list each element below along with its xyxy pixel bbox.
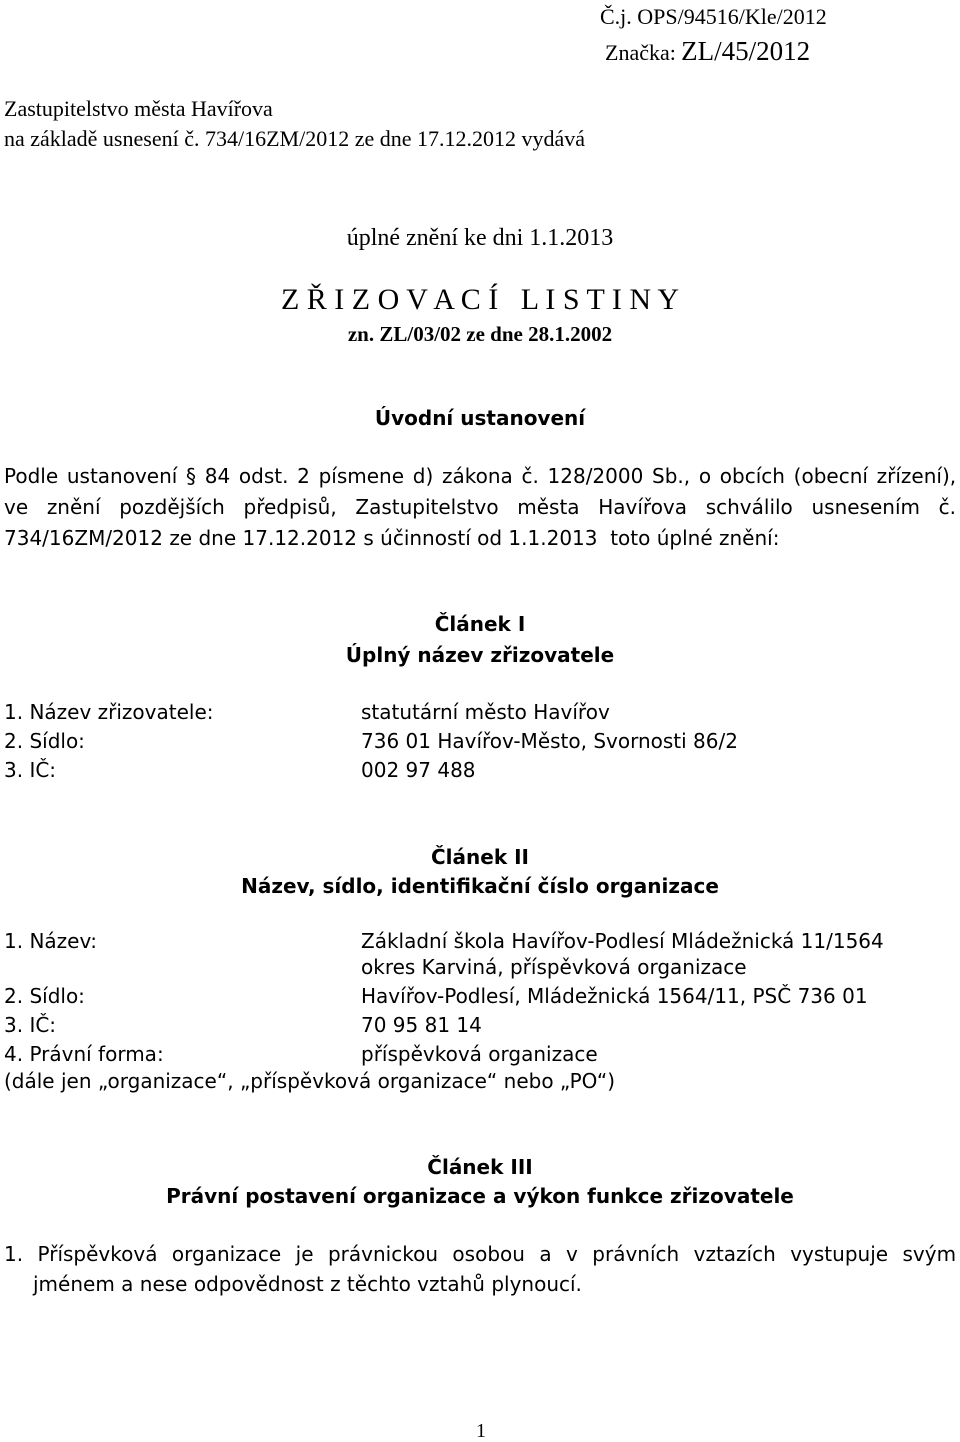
org-name-value-line-2: okres Karviná, příspěvková organizace [361, 955, 747, 979]
mark-label: Značka: [605, 40, 676, 65]
org-name-label: 1. Název: [4, 929, 97, 953]
article-2-subtitle: Název, sídlo, identifikační číslo organizace [241, 874, 719, 898]
mark-value: ZL/45/2012 [681, 36, 811, 66]
document-reference: zn. ZL/03/02 ze dne 28.1.2002 [347, 322, 613, 346]
founder-id-label: 3. IČ: [4, 758, 57, 782]
article-3-paragraph-1-line-2: jménem a nese odpovědnost z těchto vztahů plynoucí. [33, 1272, 582, 1296]
org-legal-form-label: 4. Právní forma: [4, 1042, 164, 1066]
full-text-date: úplné znění ke dni 1.1.2013 [346, 225, 614, 251]
article-3-subtitle: Právní postavení organizace a výkon funkce zřizovatele [166, 1184, 794, 1208]
intro-line-2: na základě usnesení č. 734/16ZM/2012 ze dne 17.12.2012 vydává [4, 126, 586, 151]
intro-provision-line-1: Podle ustanovení § 84 odst. 2 písmene d) zákona č. 128/2000 Sb., o obcích (obecní zřízení), [4, 464, 957, 488]
document-title: Z Ř I Z O V A C Í L I S T I N Y [280, 283, 680, 316]
article-3-paragraph-1-line-1: 1. Příspěvková organizace je právnickou osobou a v právních vztazích vystupuje svým [4, 1242, 957, 1266]
intro-provision-line-2: ve znění pozdějších předpisů, Zastupitelstvo města Havířova schválilo usnesením č. [4, 495, 957, 519]
intro-line-1: Zastupitelstvo města Havířova [4, 96, 273, 121]
article-2-title: Článek II [431, 845, 529, 869]
document-mark [605, 38, 810, 65]
org-name-value: Základní škola Havířov-Podlesí Mládežnická 11/1564 [361, 929, 884, 953]
reference-number: Č.j. OPS/94516/Kle/2012 [600, 4, 827, 29]
intro-provision-line-3: 734/16ZM/2012 ze dne 17.12.2012 s účinností od 1.1.2013 toto úplné znění: [4, 526, 780, 550]
founder-seat-value: 736 01 Havířov-Město, Svornosti 86/2 [361, 729, 738, 753]
founder-name-value: statutární město Havířov [361, 700, 610, 724]
org-id-label: 3. IČ: [4, 1013, 57, 1037]
org-seat-value: Havířov-Podlesí, Mládežnická 1564/11, PSČ 736 01 [361, 984, 868, 1008]
org-seat-label: 2. Sídlo: [4, 984, 85, 1008]
org-legal-form-value: příspěvková organizace [361, 1042, 598, 1066]
section-heading-intro: Úvodní ustanovení [374, 406, 586, 430]
article-1-title: Článek I [434, 612, 526, 636]
founder-id-value: 002 97 488 [361, 758, 476, 782]
org-abbreviation-note: (dále jen „organizace“, „příspěvková organizace“ nebo „PO“) [4, 1069, 616, 1093]
founder-seat-label: 2. Sídlo: [4, 729, 85, 753]
article-3-title: Článek III [427, 1155, 533, 1179]
article-1-subtitle: Úplný název zřizovatele [345, 643, 615, 667]
founder-name-label: 1. Název zřizovatele: [4, 700, 214, 724]
org-id-value: 70 95 81 14 [361, 1013, 482, 1037]
page-number: 1 [476, 1420, 486, 1442]
